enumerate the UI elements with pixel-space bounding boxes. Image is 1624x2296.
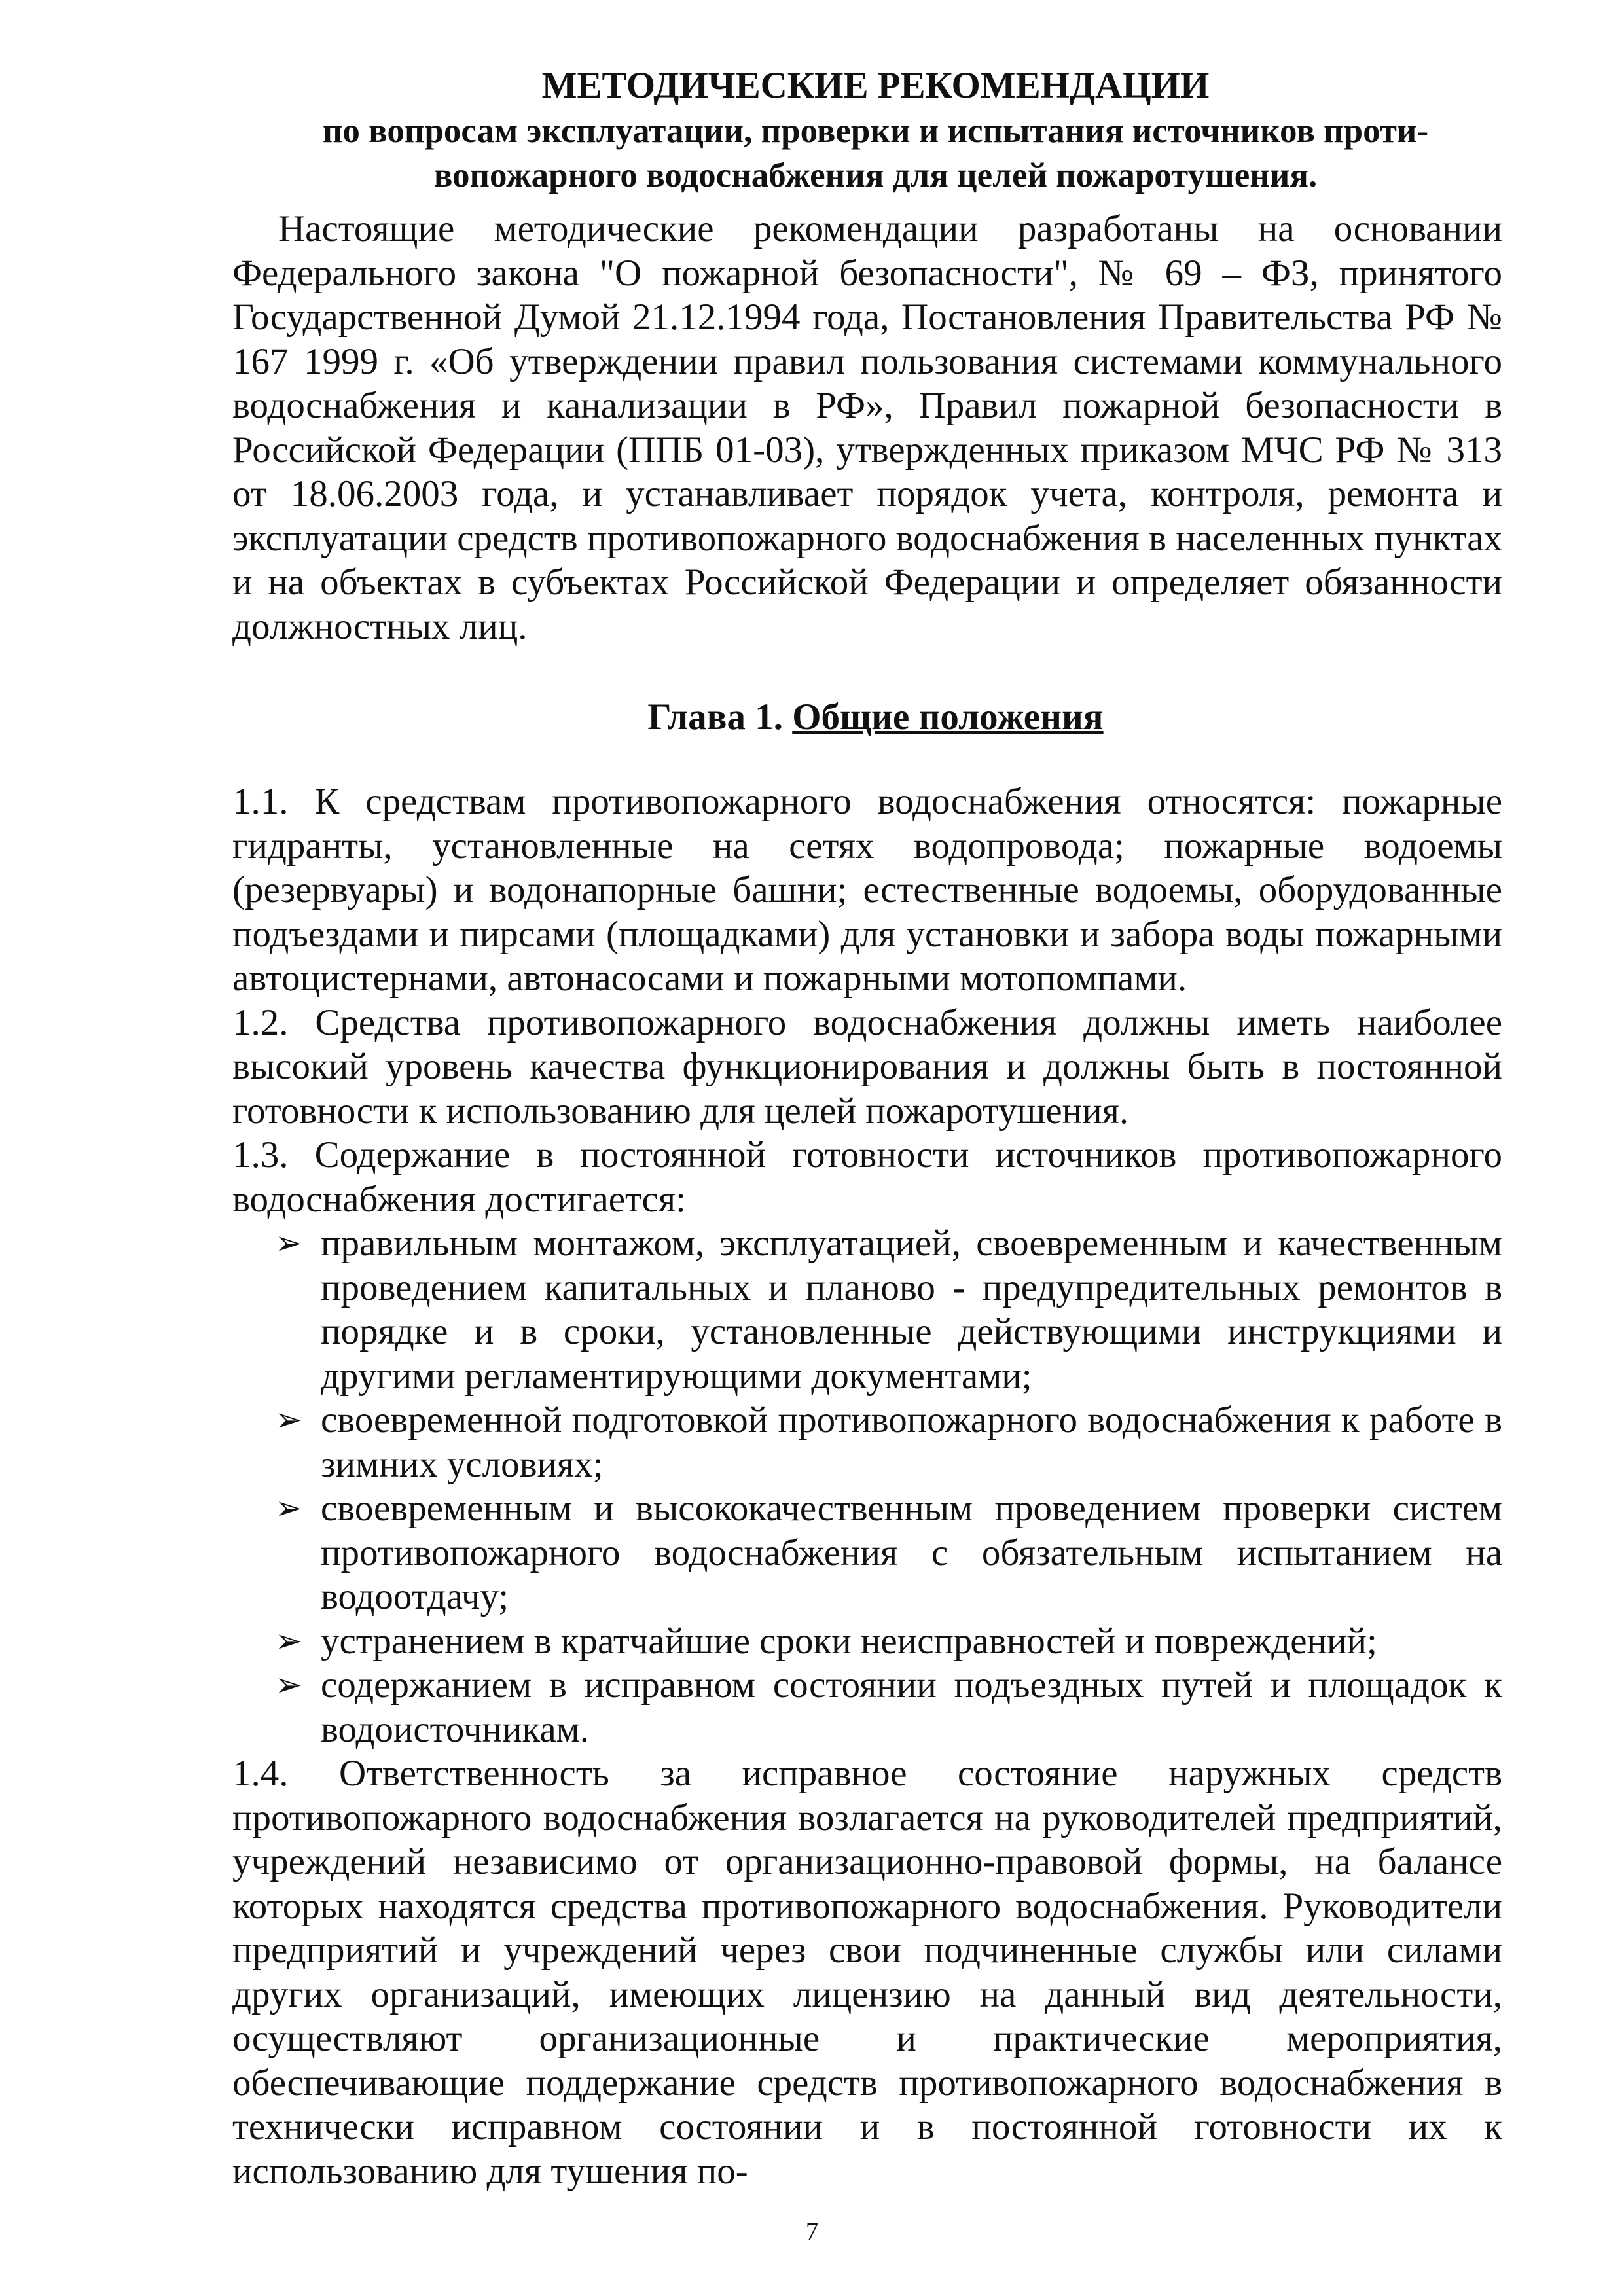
list-item-text: своевременной подготовкой противопожарного водоснабжения к работе в зимних условиях; xyxy=(321,1399,1502,1485)
paragraph-1-1: 1.1. К средствам противопожарного водоснабжения относятся: пожарные гидранты, установленные на сетях водопровода; пожарные водоемы (резервуары) и водонапорные башни; естественные водоемы, оборудованные подъездами и пирсами (площадками) для установки и забора воды пожарными автоцистернами, автонасосами и пожарными мотопомпами. xyxy=(232,781,1502,999)
list-item-text: содержанием в исправном состоянии подъездных путей и площадок к водоисточникам. xyxy=(321,1664,1502,1750)
arrow-bullet-icon: ➢ xyxy=(275,1401,302,1438)
chapter-heading xyxy=(232,694,1502,740)
chapter-prefix: Глава 1. xyxy=(647,696,783,738)
subtitle-line-1: по вопросам эксплуатации, проверки и испытания источников проти- xyxy=(322,112,1429,150)
arrow-bullet-icon: ➢ xyxy=(275,1225,302,1261)
document-title: МЕТОДИЧЕСКИЕ РЕКОМЕНДАЦИИ xyxy=(541,65,1210,106)
list-item xyxy=(232,1398,1502,1486)
paragraph-1-2: 1.2. Средства противопожарного водоснабжения должны иметь наиболее высокий уровень качества функционирования и должны быть в постоянной готовности к использованию для целей пожаротушения. xyxy=(232,1001,1502,1132)
subtitle-line-2: вопожарного водоснабжения для целей пожаротушения. xyxy=(433,156,1318,194)
list-item xyxy=(232,1486,1502,1619)
arrow-bullet-icon: ➢ xyxy=(275,1490,302,1526)
page-number: 7 xyxy=(806,2218,818,2246)
list-item-text: устранением в кратчайшие сроки неисправностей и повреждений; xyxy=(321,1620,1377,1662)
intro-paragraph: Настоящие методические рекомендации разработаны на основании Федерального закона "О пожарной безопасности", № 69 – ФЗ, принятого Государственной Думой 21.12.1994 года, Постановления Правительства РФ № 167 1999 г. «Об утверждении правил пользования системами коммунального водоснабжения и канализации в РФ», Правил пожарной безопасности в Российской Федерации (ППБ 01-03), утвержденных приказом МЧС РФ № 313 от 18.06.2003 года, и устанавливает порядок учета, контроля, ремонта и эксплуатации средств противопожарного водоснабжения в населенных пунктах и на объектах в субъектах Российской Федерации и определяет обязанности должностных лиц. xyxy=(232,208,1502,647)
arrow-bullet-icon: ➢ xyxy=(275,1622,302,1659)
paragraph-1-3: 1.3. Содержание в постоянной готовности источников противопожарного водоснабжения достигается: xyxy=(232,1134,1502,1220)
list-item-text: правильным монтажом, эксплуатацией, своевременным и качественным проведением капитальных и планово - предупредительных ремонтов в порядке и в сроки, установленные действующими инструкциями и другими регламентирующими документами; xyxy=(321,1223,1502,1397)
document-subtitle xyxy=(232,109,1502,198)
chapter-title: Общие положения xyxy=(792,696,1104,738)
arrow-bullet-icon: ➢ xyxy=(275,1666,302,1703)
list-item xyxy=(232,1663,1502,1751)
list-item xyxy=(232,1221,1502,1398)
paragraph-1-4: 1.4. Ответственность за исправное состояние наружных средств противопожарного водоснабжения возлагается на руководителей предприятий, учреждений независимо от организационно-правовой формы, на балансе которых находятся средства противопожарного водоснабжения. Руководители предприятий и учреждений через свои подчиненные службы или силами других организаций, имеющих лицензию на данный вид деятельности, осуществляют организационные и практические мероприятия, обеспечивающие поддержание средств противопожарного водоснабжения в технически исправном состоянии и в постоянной готовности их к использованию для тушения по- xyxy=(232,1753,1502,2192)
list-item xyxy=(232,1619,1502,1664)
bullet-list xyxy=(232,1221,1502,1751)
list-item-text: своевременным и высококачественным проведением проверки систем противопожарного водоснабжения с обязательным испытанием на водоотдачу; xyxy=(321,1488,1502,1617)
document-page xyxy=(232,63,1502,2193)
